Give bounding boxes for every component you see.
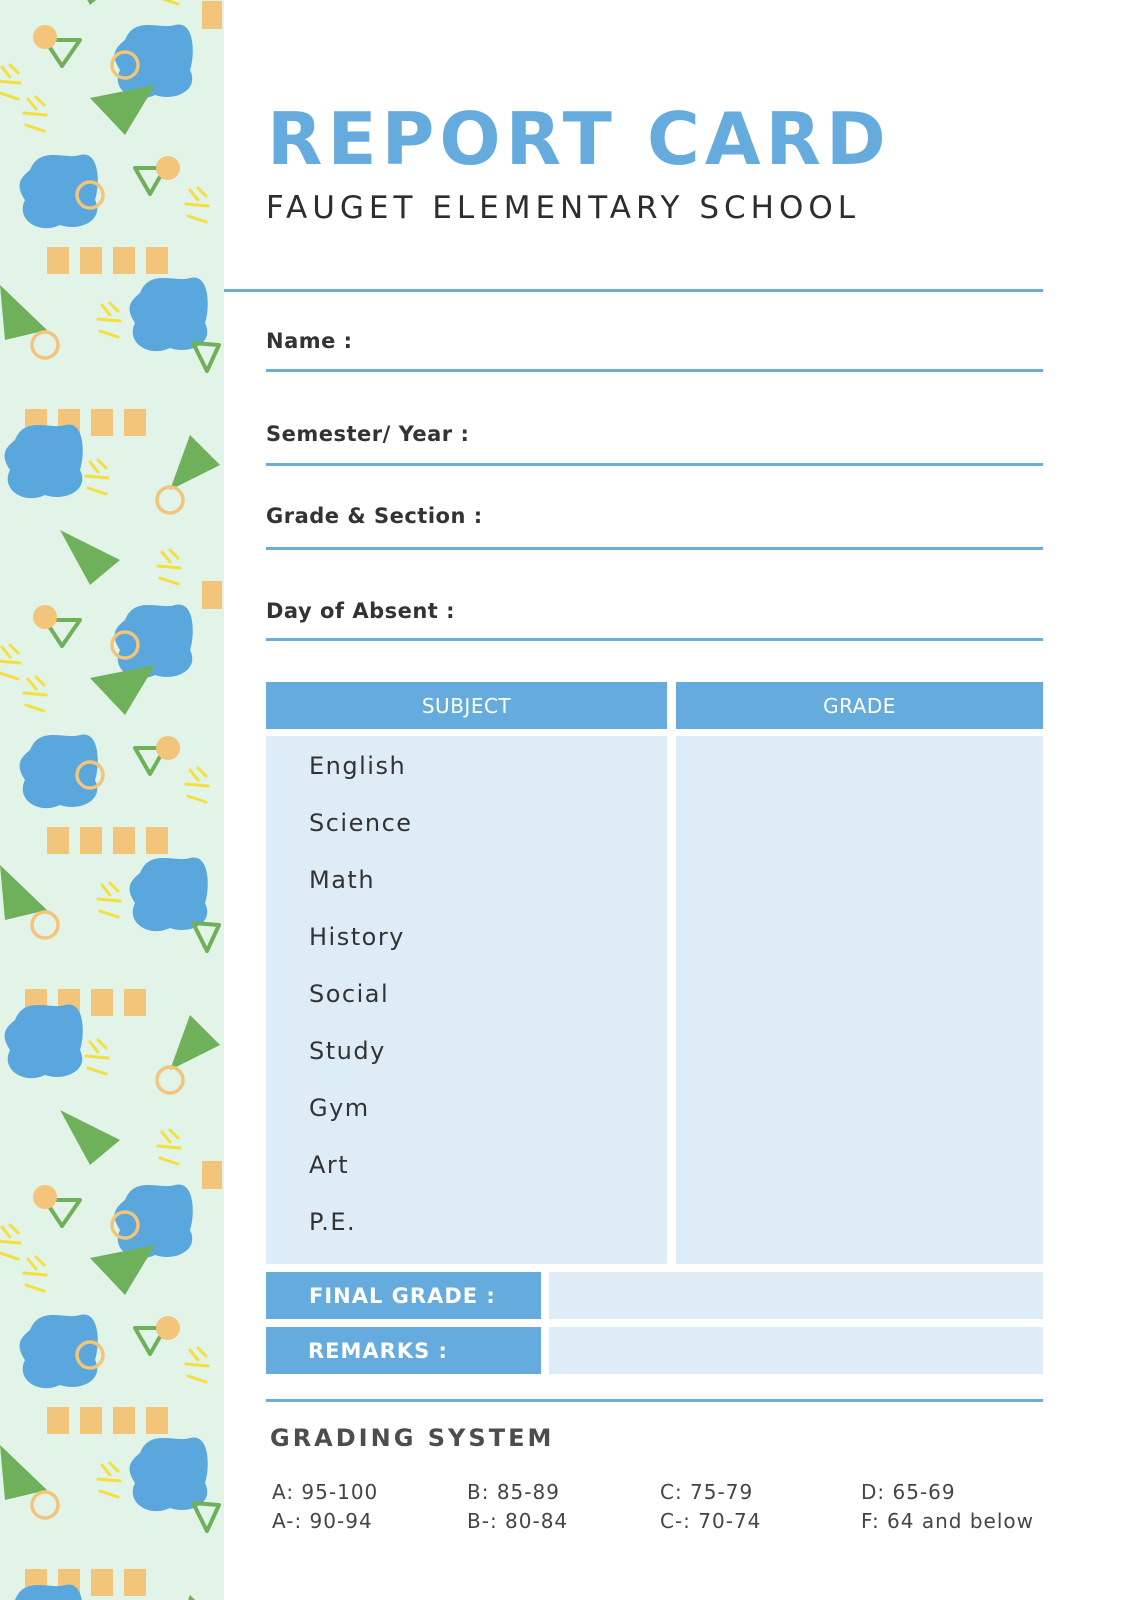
green-outline-triangle-shape — [193, 923, 219, 951]
blue-blob-shape — [20, 735, 98, 809]
green-triangle-shape — [60, 530, 120, 585]
yellow-rays-shape — [0, 645, 20, 679]
yellow-rays-shape — [86, 460, 108, 494]
orange-square-shape — [202, 1, 222, 29]
yellow-rays-shape — [98, 883, 120, 917]
orange-square-shape — [80, 247, 102, 274]
grade-section-field-line[interactable] — [266, 547, 1043, 550]
orange-ring-shape — [32, 1492, 58, 1518]
blue-blob-shape — [5, 1585, 83, 1600]
orange-square-shape — [113, 247, 135, 274]
final-grade-label-text: FINAL GRADE : — [309, 1283, 496, 1308]
orange-square-shape — [80, 1407, 102, 1434]
orange-square-shape — [202, 1161, 222, 1189]
orange-square-shape — [146, 247, 168, 274]
green-outline-triangle-shape — [193, 1503, 219, 1531]
day-of-absent-label: Day of Absent : — [266, 599, 456, 623]
semester-year-field-line[interactable] — [266, 463, 1043, 466]
subject-column-header: SUBJECT — [266, 682, 667, 729]
yellow-rays-shape — [24, 97, 46, 131]
yellow-rays-shape — [0, 1225, 20, 1259]
grade-entry-cell[interactable] — [676, 736, 1043, 1264]
blue-blob-shape — [20, 1315, 98, 1389]
grade-scale-a: A: 95-100 — [272, 1480, 379, 1504]
grade-scale-c: C: 75-79 — [660, 1480, 754, 1504]
grade-scale-a-minus: A-: 90-94 — [272, 1509, 373, 1533]
orange-square-shape — [47, 247, 69, 274]
orange-square-shape — [91, 409, 113, 436]
orange-dot-shape — [156, 156, 180, 180]
final-grade-label — [266, 1272, 541, 1319]
school-name: FAUGET ELEMENTARY SCHOOL — [266, 190, 861, 226]
blue-blob-shape — [130, 1438, 208, 1512]
day-of-absent-field-line[interactable] — [266, 638, 1043, 641]
orange-square-shape — [91, 1569, 113, 1596]
subject-history: History — [309, 923, 405, 951]
subject-art: Art — [309, 1151, 350, 1179]
orange-dot-shape — [33, 605, 57, 629]
yellow-rays-shape — [186, 1348, 208, 1382]
yellow-rays-shape — [158, 1130, 180, 1164]
yellow-rays-shape — [86, 1040, 108, 1074]
final-grade-value-field[interactable] — [549, 1272, 1043, 1319]
header-divider — [224, 289, 1043, 292]
blue-blob-shape — [5, 1005, 83, 1079]
subject-study: Study — [309, 1037, 386, 1065]
green-triangle-shape — [90, 1245, 155, 1295]
green-outline-triangle-shape — [193, 343, 219, 371]
blue-blob-shape — [130, 858, 208, 932]
grade-scale-d: D: 65-69 — [861, 1480, 956, 1504]
decorative-pattern-sidebar — [0, 0, 224, 1600]
blue-blob-shape — [20, 155, 98, 229]
orange-ring-shape — [157, 1067, 183, 1093]
orange-ring-shape — [32, 332, 58, 358]
orange-square-shape — [202, 581, 222, 609]
green-triangle-shape — [90, 85, 155, 135]
remarks-value-field[interactable] — [549, 1327, 1043, 1374]
yellow-rays-shape — [98, 303, 120, 337]
grade-scale-b-minus: B-: 80-84 — [467, 1509, 569, 1533]
green-triangle-shape — [60, 1110, 120, 1165]
orange-square-shape — [124, 1569, 146, 1596]
subject-pe: P.E. — [309, 1208, 357, 1236]
orange-dot-shape — [33, 1185, 57, 1209]
orange-square-shape — [124, 989, 146, 1016]
report-card-title: REPORT CARD — [267, 97, 891, 181]
name-field-line[interactable] — [266, 369, 1043, 372]
green-triangle-shape — [170, 435, 220, 490]
orange-dot-shape — [33, 25, 57, 49]
orange-ring-shape — [157, 487, 183, 513]
yellow-rays-shape — [24, 677, 46, 711]
yellow-rays-shape — [24, 1257, 46, 1291]
orange-square-shape — [146, 827, 168, 854]
orange-square-shape — [113, 827, 135, 854]
grade-scale-c-minus: C-: 70-74 — [660, 1509, 762, 1533]
green-triangle-shape — [90, 665, 155, 715]
remarks-label-text: REMARKS : — [308, 1338, 448, 1363]
semester-year-label: Semester/ Year : — [266, 422, 470, 446]
orange-square-shape — [47, 1407, 69, 1434]
remarks-label — [266, 1327, 541, 1374]
subject-math: Math — [309, 866, 376, 894]
grade-section-label: Grade & Section : — [266, 504, 483, 528]
yellow-rays-shape — [98, 1463, 120, 1497]
green-triangle-shape — [60, 0, 120, 5]
yellow-rays-shape — [0, 65, 20, 99]
green-triangle-shape — [170, 1015, 220, 1070]
orange-dot-shape — [156, 736, 180, 760]
orange-square-shape — [124, 409, 146, 436]
grading-system-divider — [266, 1399, 1043, 1402]
subject-gym: Gym — [309, 1094, 370, 1122]
yellow-rays-shape — [158, 0, 180, 4]
grade-column-header: GRADE — [676, 682, 1043, 729]
subject-science: Science — [309, 809, 413, 837]
green-triangle-shape — [170, 1595, 220, 1600]
name-label: Name : — [266, 329, 353, 353]
grade-scale-f: F: 64 and below — [861, 1509, 1034, 1533]
yellow-rays-shape — [186, 768, 208, 802]
grading-system-title: GRADING SYSTEM — [270, 1424, 555, 1452]
orange-square-shape — [80, 827, 102, 854]
orange-square-shape — [146, 1407, 168, 1434]
subject-english: English — [309, 752, 407, 780]
orange-dot-shape — [156, 1316, 180, 1340]
yellow-rays-shape — [186, 188, 208, 222]
blue-blob-shape — [5, 425, 83, 499]
orange-ring-shape — [32, 912, 58, 938]
subject-social: Social — [309, 980, 390, 1008]
yellow-rays-shape — [158, 550, 180, 584]
blue-blob-shape — [130, 278, 208, 352]
orange-square-shape — [113, 1407, 135, 1434]
orange-square-shape — [47, 827, 69, 854]
grade-scale-b: B: 85-89 — [467, 1480, 560, 1504]
orange-square-shape — [91, 989, 113, 1016]
